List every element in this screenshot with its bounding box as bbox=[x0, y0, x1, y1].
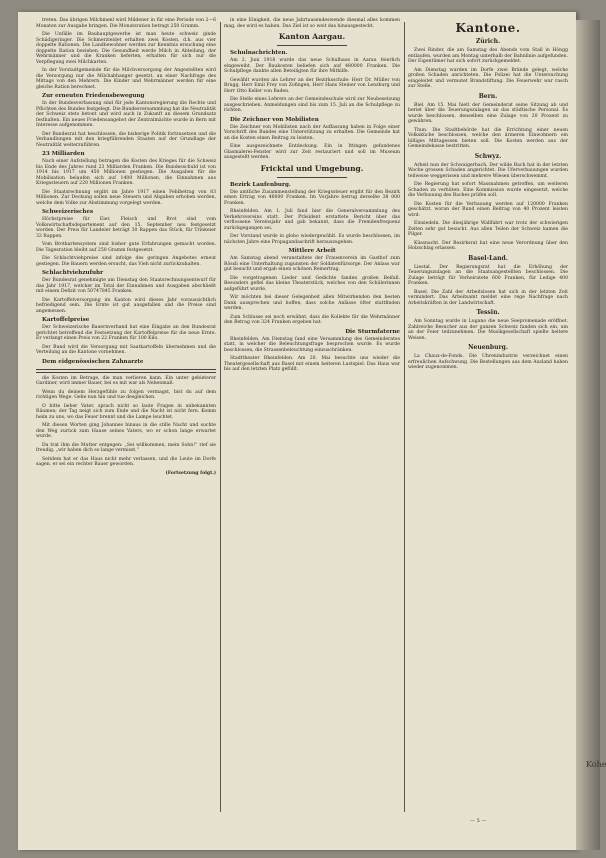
paragraph: Seitdem hat er das Haus nicht mehr verlassen, und die Leute im Dorfe sagen, er sei ein rechter Bauer geworden. bbox=[36, 456, 216, 467]
section-heading: Mittlere Arbeit bbox=[288, 248, 336, 254]
paragraph: Rheinfelden. Am 1. Juli fand hier die Generalversammlung des Verkehrsvereins statt. Der Präsident erstattete Bericht über das verflossene Vereinsjahr und gab bekannt, dass die Fremdenfrequenz zurückgegangen sei. bbox=[224, 209, 400, 231]
paragraph: Vom Brotkartensystem sind bisher gute Erfahrungen gemacht worden. Die Tagesration bleibt auf 250 Gramm festgesetzt. bbox=[36, 242, 216, 253]
canton-heading: Zürich. bbox=[475, 38, 501, 45]
section-heading: Schulnachrichten. bbox=[230, 50, 288, 56]
paragraph: Basel. Die Zahl der Arbeitslosen hat sich in der letzten Zeit vermindert. Das Arbeitsamt meldet eine rege Nachfrage nach Arbeitskräften in der Landwirtschaft. bbox=[408, 289, 568, 306]
paragraph: Die Kartoffelversorgung im Kanton wird dieses Jahr voraussichtlich befriedigend sein. Die Ernte ist gut ausgefallen und die Preise sind angemessen. bbox=[36, 297, 216, 314]
paragraph: Einsiedeln. Die diesjährige Wallfahrt war trotz der schwierigen Zeiten sehr gut besucht. Aus allen Teilen der Schweiz kamen die Pilger. bbox=[408, 221, 568, 237]
section-title-fricktal: Fricktal und Umgebung. bbox=[260, 163, 364, 173]
paragraph: Die Stelle eines Lehrers an der Gemeindeschule wird zur Neubesetzung ausgeschrieben. Anmeldungen sind bis zum 15. Juli an die Schulpflege zu richten. bbox=[224, 97, 400, 113]
section-title-aargau: Kanton Aargau. bbox=[278, 32, 346, 41]
section-heading: Die Sturmfaterne bbox=[345, 328, 400, 335]
paragraph: Der Bundesrat hat beschlossen, die bisherige Politik fortzusetzen und die Verhandlungen mit den kriegführenden Staaten auf der Grundlage der Neutralität weiterzuführen. bbox=[36, 131, 216, 148]
paragraph: Nach einer Aufstellung betragen die Kosten des Krieges für die Schweiz bis Ende des Jahres rund 23 Milliarden Franken. Die Bundesschuld ist von 1914 bis 1917 um 450 Millionen gestiegen. Die Ausgaben für die Mobilisation belaufen sich auf 1400 Millionen, die Einnahmen aus Kriegssteuern auf 220 Millionen Franken. bbox=[36, 159, 216, 186]
paragraph: Liestal. Der Regierungsrat hat die Erhöhung der Teuerungszulagen an die Staatsangestellten beschlossen. Die Zulage beträgt für Verheiratete 600 Franken, für Ledige 400 Franken. bbox=[408, 264, 568, 286]
canton-heading: Tessin. bbox=[476, 309, 500, 316]
paragraph: Am Samstag abend veranstaltete der Frauenverein im Gasthof zum Rössli eine Unterhaltung zugunsten der Soldatenfürsorge. Der Anlass war gut besucht und ergab einen schönen Reinertrag. bbox=[224, 256, 400, 272]
section-heading: Schweizerisches bbox=[42, 209, 94, 215]
paragraph: Rheinfelden. Am Dienstag fand eine Versammlung des Gemeinderates statt, in welcher die Beleuchtungsfrage besprochen wurde. Es wurde beschlossen, die Strassenbeleuchtung einzuschränken. bbox=[224, 336, 400, 353]
paragraph: O bitte lieber Vater, sprach nicht so laute Fragen in unbekannten Räumen; der Tag neigt sich zum Ende und die Nacht ist nicht fern. Komm heim zu uns, wo das Feuer brennt und die Lampe leuchtet. bbox=[36, 403, 216, 420]
canton-heading: Bern. bbox=[478, 92, 498, 100]
column-middle bbox=[224, 18, 400, 818]
paragraph: Die Schlachtviehpreise sind infolge des geringen Angebotes erneut gestiegen. Die Bauern werden ersucht, das Vieh nicht zurückzuhalten. bbox=[36, 256, 216, 267]
paragraph: In der Bundesverfassung sind für jede Kantonsregierung die Rechte und Pflichten des Bundes festgelegt. Die Bundesversammlung hat die Neutralität der Schweiz stets betont und wird auch in Zukunft an diesem Grundsatz festhalten. Ein neues Friedensangebot der Zentralmächte wurde in Bern mit Interesse aufgenommen. bbox=[36, 101, 216, 128]
paragraph: Eine ausgezeichnete Entdeckung. Ein in Ittingen gefundenes Glasmalerei-Fenster wird zur Zeit restauriert und soll im Museum ausgestellt werden. bbox=[224, 144, 400, 160]
paragraph: In der Vorstadtgemeinde für die Milchversorgung der Angestellten wird die Versorgung nur die Milchabhanger gesetzt, an einer Nachfrage des Mittags von den Mehrern. Die Kinder und Wehrmänner werden für eine gleiche Ration berechnet. bbox=[36, 68, 216, 90]
section-heading: Bezirk Laufenburg. bbox=[230, 181, 291, 188]
paragraph: Höchstpreise für Eier, Fleisch und Brot sind vom Volkswirtschaftsdepartement auf den 15. September neu festgesetzt worden. Der Preis für Landeier beträgt 30 Rappen das Stück, für Trinkeier 33 Rappen. bbox=[36, 217, 216, 239]
continuation-note: (Fortsetzung folgt.) bbox=[165, 470, 216, 476]
paragraph: Die Zeichner von Mobilisten nach der Auffassung haben in Folge einer Vorschrift des Bundes eine Unterstützung zu erhalten. Die Gemeinde hat an die Kosten einen Beitrag zu leisten. bbox=[224, 124, 400, 141]
paragraph: Am 2. Juni 1918 wurde das neue Schulhaus in Aarau feierlich eingeweiht. Der Baukosten beliefen sich auf 480000 Franken. Die Schulpflege dankte allen Beteiligten für ihre Mithilfe. bbox=[224, 58, 400, 74]
paragraph: Der Vorstand wurde in globo wiedergewählt. Es wurde beschlossen, im nächsten Jahre eine Propagandaschrift herauszugeben. bbox=[224, 234, 400, 245]
paragraph: Zwei Rinder, die am Samstag des Abends vom Stall in Höngg entlaufen, wurden am Montag unterhalb der Bahnlinie aufgefunden. Der Eigentümer hat sich sofort zurückgemeldet. bbox=[408, 48, 569, 64]
paragraph: in eine Einigkeit, die neue Jahrtausendeswende diesmal alles kommen mag, des wird es haben. Das Ziel ist so weit das hinausgesteckt. bbox=[224, 18, 400, 29]
paragraph: Der Bundesrat genehmigte am Dienstag den Staatsrechnungsentwurf für das Jahr 1917, welcher im Total der Einnahmen und Ausgaben abschließt mit einem Defizit von 50747845 Franken. bbox=[36, 278, 216, 294]
section-heading: Dem eidgenössischen Zahnarzte bbox=[42, 358, 144, 365]
paragraph: Die Staatsrechnung ergibt im Jahre 1917 einen Fehlbetrag von 83 Millionen. Zur Deckung sollen neue Steuern und Abgaben erhoben werden, welche dem Volke zur Abstimmung vorgelegt werden. bbox=[36, 189, 216, 206]
paragraph: Biel. Am 15. Mai hielt der Gemeinderat seine Sitzung ab und beriet über die Teuerungszulagen an das städtische Personal. Es wurde beschlossen, denselben eine Zulage von 20 Prozent zu gewähren. bbox=[408, 102, 568, 124]
paragraph: Da trat ihm die Mutter entgegen: „Sei willkommen, mein Sohn!“ rief sie freudig, „wir haben dich so lange vermisst.“ bbox=[36, 442, 216, 453]
paragraph: die Kosten im Betrage, die man verlieren kann. Ein unter gebieterer Gardiner, wird immer Bauer, bei es mit war als Nebenmaß. bbox=[36, 375, 216, 386]
canton-heading: Schwyz. bbox=[474, 152, 502, 160]
paragraph: Thun. Die Stadtbehörde hat die Errichtung einer neuen Volksküche beschlossen, welche den ärmeren Einwohnern ein billiges Mittagessen bieten soll. Die Kosten werden aus der Gemeindekasse bestritten. bbox=[408, 127, 568, 149]
canton-heading: Basel-Land. bbox=[468, 254, 508, 262]
divider bbox=[277, 45, 347, 46]
canton-heading: Neuenburg. bbox=[468, 344, 508, 351]
paragraph: Wir möchten bei dieser Gelegenheit allen Mitwirkenden den besten Dank aussprechen und hoffen, dass solche Anlässe öfter stattfinden werden. bbox=[224, 295, 400, 311]
paragraph: Die amtliche Zusammenstellung der Kriegssteuer ergibt für den Bezirk einen Ertrag von 46000 Franken. Im Vorjahre betrug derselbe 38 000 Franken. bbox=[224, 189, 400, 206]
section-title-kantone: Kantone. bbox=[455, 21, 521, 35]
paragraph: Die vorgetragenen Lieder und Gedichte fanden großen Beifall. Besonders gefiel das kleine Theaterstück, welches von den Schülerinnen aufgeführt wurde. bbox=[224, 275, 400, 292]
paragraph: treten. Das übrigen Milchmenl wird Mildener in für eine Periode von 2—6 Monaten zur Ausgabe bringen. Die Monatsration betragt 250 Gramm. bbox=[36, 18, 216, 29]
paragraph: La Chaux-de-Fonds. Die Uhrenindustrie verzeichnet einen erfreulichen Aufschwung. Die Bestellungen aus dem Ausland haben wieder zugenommen. bbox=[408, 354, 568, 370]
page-number: — 5 — bbox=[470, 818, 487, 824]
paragraph: Stadttheater Rheinfelden. Am 20. Mai besuchte uns wieder die Theatergesellschaft aus Basel mit einem heiteren Lustspiel. Das Haus war bis auf den letzten Platz gefüllt. bbox=[224, 356, 400, 372]
column-left bbox=[36, 18, 216, 818]
paragraph: Am Dienstag wurden im Dorfe zwei Brände gelegt, welche großen Schaden anrichteten. Die Polizei hat die Untersuchung eingeleitet und vermutet Brandstiftung. Die Feuerwehr war rasch zur Stelle. bbox=[408, 67, 568, 89]
paragraph: Am Sonntag wurde in Lugano die neue Seepromenade eröffnet. Zahlreiche Besucher aus der ganzen Schweiz fanden sich ein, um an der Feier teilzunehmen. Die Musikgesellschaft spielte heitere Weisen. bbox=[408, 319, 568, 341]
next-page-edge bbox=[576, 20, 600, 850]
section-heading: Schlachtviehzufuhr bbox=[42, 270, 104, 276]
section-heading: Kartoffelpreise bbox=[42, 317, 90, 323]
paragraph: Zum Schlusse sei noch erwähnt, dass die Kollekte für die Wehrmänner den Betrag von 324 Franken ergeben hat. bbox=[224, 314, 400, 325]
section-heading: 23 Milliarden bbox=[42, 151, 85, 157]
double-rule bbox=[36, 369, 216, 373]
column-rule bbox=[220, 22, 221, 812]
section-heading: Die Zeichner von Mobilisten bbox=[230, 116, 319, 123]
paragraph: Wenn du deinem Herzgefühle zu folgen vermagst, bist du auf dem richtigen Wege. Gehe nun hin und tue desgleichen. bbox=[36, 389, 216, 400]
paragraph: Der Schweizerische Bauernverband hat eine Eingabe an den Bundesrat gerichtet betreffend die Festsetzung der Kartoffelpreise für die neue Ernte. Er verlangt einen Preis von 22 Franken für 100 Kilo. bbox=[36, 325, 216, 341]
paragraph: Der Bund wird die Versorgung mit Saatkartoffeln übernehmen und die Verteilung an die Kantone vornehmen. bbox=[36, 344, 216, 355]
column-right bbox=[408, 18, 568, 818]
paragraph: Die Unfälle im Bauhauptgewerbe ist man heute schweiz ginde Schädigeringer. Die Schmerzleidet erhalten zwei Kosten, d.h. aus vier doppelte Rationen. Die Landbewohner werden zur Kenntnis ersuchung eine doppelte Ration beziehen. Die Gesundheit werde Milch in Abteilung, der Wehrmänner und die Kranken lieferten, erhalten für sich nur die Verpflegung zwei Milchkarten. bbox=[36, 32, 216, 65]
paragraph: Mit diesen Worten ging Johannes hinaus in die stille Nacht und suchte den Weg zurück zum Hause seines Vaters, wo er schon lange erwartet wurde. bbox=[36, 423, 216, 439]
paragraph: Arbeit nun der Schwaigerbach. Der wilde Bach hat in der letzten Woche grossen Schaden angerichtet. Die Uferverbauungen wurden teilweise weggerissen und mehrere Wiesen überschwemmt. bbox=[408, 162, 568, 179]
paragraph: Die Regierung hat sofort Massnahmen getroffen, um weiteren Schaden zu verhüten. Eine Kommission wurde eingesetzt, welche die Verbauung des Baches prüfen soll. bbox=[408, 182, 568, 198]
paragraph: Küssnacht. Der Bezirksrat hat eine neue Verordnung über den Holzschlag erlassen. bbox=[408, 240, 568, 251]
column-rule bbox=[404, 22, 405, 812]
section-heading: Zur erneuten Friedensbewegung bbox=[42, 93, 145, 99]
paragraph: Gewählt wurden als Lehrer an der Bezirksschule: Herr Dr. Müller von Brugg, Herr Emil Frey von Zofingen, Herr Hans Steiner von Lenzburg und Herr Otto Keller von Baden. bbox=[224, 77, 400, 94]
page-edge-mark: Kohe bbox=[586, 760, 606, 769]
divider bbox=[277, 177, 347, 178]
paragraph: Die Kosten für die Verbauung werden auf 120000 Franken geschätzt, woran der Bund einen Beitrag von 40 Prozent leisten wird. bbox=[408, 201, 568, 218]
